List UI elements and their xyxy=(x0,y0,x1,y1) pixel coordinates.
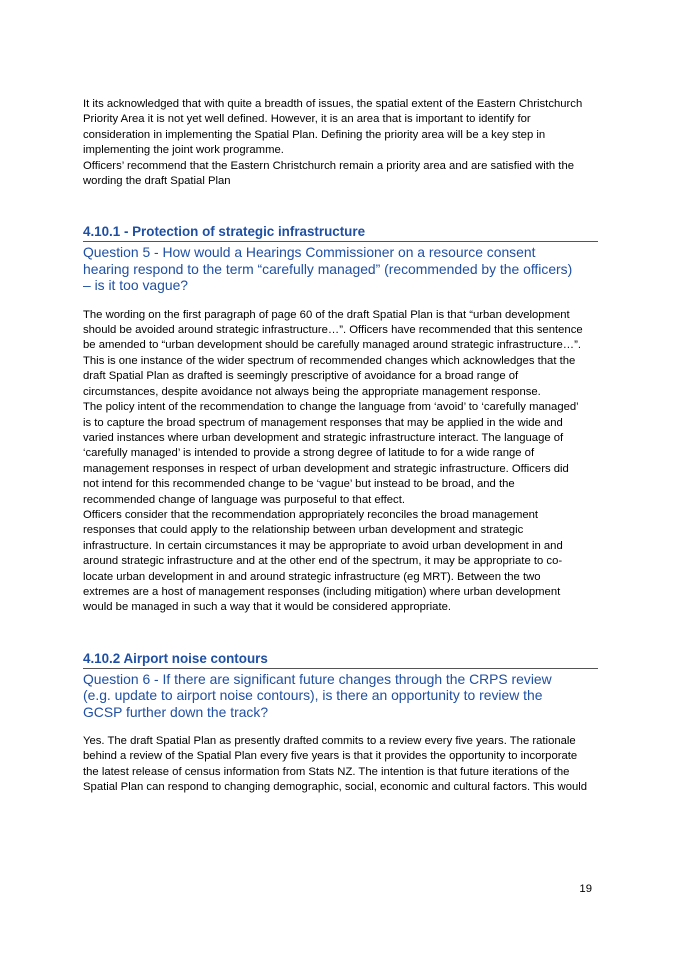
section-4-10-1-paragraph-3: Officers consider that the recommendation appropriately reconciles the broad management responses that could apply to the relationship between urban development and strategic infrastructure. In certain circumstances it may be appropriate to avoid urban development in and around strategic infrastructure and at the other end of the spectrum, it may be appropriate to co- locate urban development in and around strategic infrastructure (eg MRT). Between the two extremes are a host of management responses (including mitigation) where urban development would be managed in such a way that it would be considered appropriate. xyxy=(83,508,563,614)
section-heading-4-10-1: 4.10.1 - Protection of strategic infrastructure xyxy=(83,223,598,242)
intro-paragraph-2: Officers’ recommend that the Eastern Christchurch remain a priority area and are satisfied with the wording the draft Spatial Plan xyxy=(83,159,575,188)
question-5: Question 5 - How would a Hearings Commissioner on a resource consent hearing respond to the term “carefully managed” (recommended by the officers) – is it too vague? xyxy=(83,244,573,294)
section-heading-4-10-2: 4.10.2 Airport noise contours xyxy=(83,650,598,669)
document-page xyxy=(83,97,598,796)
section-4-10-1-paragraph-2: The policy intent of the recommendation to change the language from ‘avoid’ to ‘carefully managed’ is to capture the broad spectrum of management responses that may be applied in the wide and varied instances where urban development and strategic infrastructure interact. The language of ‘carefully managed’ is intended to provide a strong degree of latitude to for a wide range of management responses in respect of urban development and strategic infrastructure. Officers did not intend for this recommended change to be ‘vague’ but instead to be broad, and the recommended change of language was purposeful to that effect. xyxy=(83,401,579,506)
section-4-10-1-paragraph-1: The wording on the first paragraph of page 60 of the draft Spatial Plan is that “urban development should be avoided around strategic infrastructure…”. Officers have recommended that this sentence be amended to “urban development should be carefully managed around strategic infrastructure…”. This is one instance of the wider spectrum of recommended changes which acknowledges that the draft Spatial Plan as drafted is seemingly prescriptive of avoidance for a broad range of circumstances, despite avoidance not always being the appropriate management response. xyxy=(83,308,583,398)
intro-paragraph-1: It its acknowledged that with quite a breadth of issues, the spatial extent of the Eastern Christchurch Priority Area it is not yet well defined. However, it is an area that is important to identify for consideration in implementing the Spatial Plan. Defining the priority area will be a key step in implementing the joint work programme. xyxy=(83,98,583,157)
section-4-10-2-paragraph-1: Yes. The draft Spatial Plan as presently drafted commits to a review every five years. The rationale behind a review of the Spatial Plan every five years is that it provides the opportunity to incorporate the latest release of census information from Stats NZ. The intention is that future iterations of the Spatial Plan can respond to changing demographic, social, economic and cultural factors. This would xyxy=(83,735,588,794)
question-6: Question 6 - If there are significant future changes through the CRPS review (e.g. update to airport noise contours), is there an opportunity to review the GCSP further down the track? xyxy=(83,670,552,720)
page-number: 19 xyxy=(579,883,592,895)
